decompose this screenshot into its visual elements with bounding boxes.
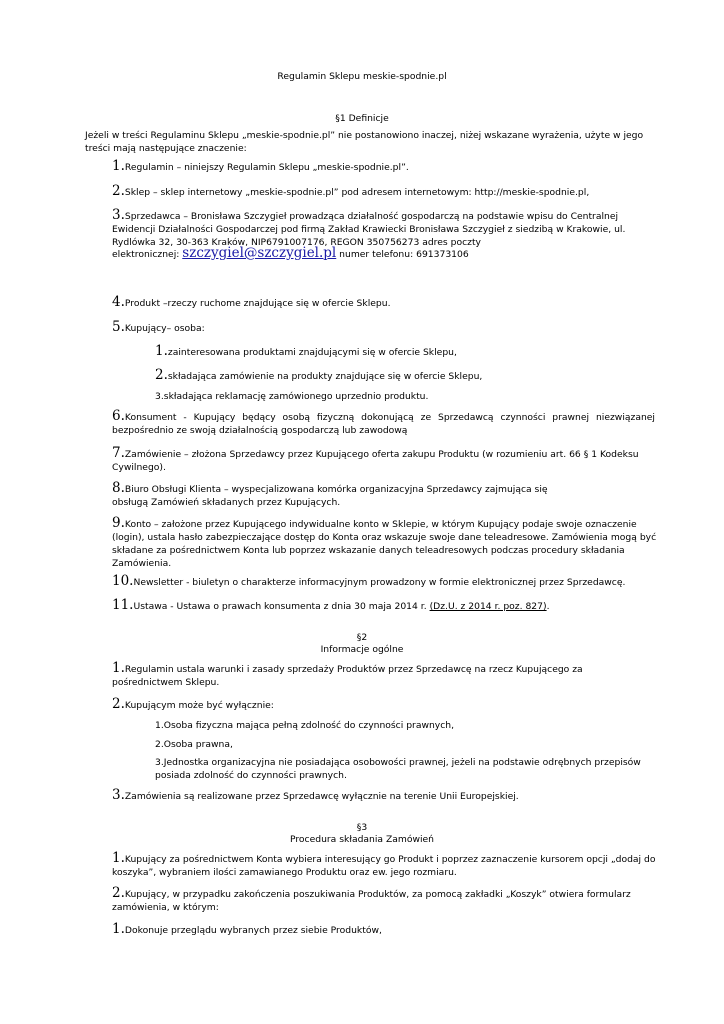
definition-11 (112, 599, 658, 613)
point-text: Kupującym może być wyłącznie: (124, 700, 274, 711)
definition-1-number: 1. (112, 158, 125, 174)
sub-text: zainteresowana produktami znajdującymi się w ofercie Sklepu, (167, 347, 457, 358)
point-number: 1. (112, 660, 125, 676)
section-1-intro: Jeżeli w treści Regulaminu Sklepu „meskie-spodnie.pl” nie postanowiono inaczej, niżej wskazane wyrażenia, użyte w jego treści mają następujące znaczenie: (85, 130, 644, 154)
point-number: 2. (112, 696, 125, 712)
definition-2-number: 2. (112, 183, 125, 199)
section-2-heading: §2 (356, 632, 368, 643)
point-text: Kupujący, w przypadku zakończenia poszukiwania Produktów, za pomocą zakładki „Koszyk” otwiera formularz zamówienia, w którym: (112, 889, 631, 913)
sub-text: składająca zamówienie na produkty znajdujące się w ofercie Sklepu, (167, 371, 483, 382)
section-3-point-2 (112, 887, 657, 914)
section-2-sub-2: 2.Osoba prawna, (155, 739, 233, 750)
definition-4 (112, 296, 652, 310)
definition-9-text: Konto – założone przez Kupującego indywidualne konto w Sklepie, w którym Kupujący podaje swoje oznaczenie (login), ustala hasło zabezpieczające dostęp do Konta oraz wskazuje swoje dane teleadresowe. Zamówienia mogą być składane za pośrednictwem Konta lub poprzez wskazanie danych teleadresowych podczas procedury składania Zamówienia. (112, 519, 657, 569)
definition-7 (112, 447, 652, 474)
definition-6 (112, 410, 655, 437)
definition-3-number: 3. (112, 207, 125, 223)
definition-6-text: Konsument - Kupujący będący osobą fizyczną dokonującą ze Sprzedawcą czynności prawnej niezwiązanej bezpośrednio ze swoją działalnością gospodarczą lub zawodową (112, 412, 655, 436)
sub-number: 2. (155, 367, 168, 383)
point-text: Dokonuje przeglądu wybranych przez siebie Produktów, (124, 925, 382, 936)
definition-8 (112, 482, 562, 509)
section-1-heading: §1 Definicje (335, 113, 389, 124)
definition-10-text: Newsletter - biuletyn o charakterze informacyjnym prowadzony w formie elektronicznej przez Sprzedawcę. (133, 577, 626, 588)
definition-5-sub-2 (155, 369, 655, 383)
definition-3-contact (112, 247, 642, 261)
definition-1-text: Regulamin – niniejszy Regulamin Sklepu „meskie-spodnie.pl”. (124, 162, 409, 173)
definition-9-number: 9. (112, 515, 125, 531)
definition-4-number: 4. (112, 294, 125, 310)
document-title: Regulamin Sklepu meskie-spodnie.pl (277, 71, 447, 82)
section-2-point-3 (112, 789, 652, 803)
definition-5-sub-3 (155, 390, 655, 403)
definition-6-number: 6. (112, 408, 125, 424)
point-number: 3. (112, 787, 125, 803)
definition-11-tail: . (546, 601, 550, 612)
section-2-sub-1: 1.Osoba fizyczna mająca pełną zdolność do czynności prawnych, (155, 720, 455, 731)
definition-2 (112, 185, 652, 199)
point-text: Regulamin ustala warunki i zasady sprzedaży Produktów przez Sprzedawcę na rzecz Kupującego za pośrednictwem Sklepu. (112, 664, 583, 688)
definition-7-text: Zamówienie – złożona Sprzedawcy przez Kupującego oferta zakupu Produktu (w rozumieniu art. 66 § 1 Kodeksu Cywilnego). (112, 449, 639, 473)
definition-1 (112, 160, 652, 174)
section-3-point-1 (112, 852, 657, 879)
definition-10 (112, 575, 658, 589)
section-3-subheading: Procedura składania Zamówień (289, 834, 435, 845)
definition-3 (112, 209, 642, 249)
definition-5 (112, 321, 652, 335)
sub-number: 1. (155, 343, 168, 359)
email-link[interactable]: szczygiel@szczygiel.pl (182, 245, 337, 261)
section-2-subheading: Informacje ogólne (320, 644, 404, 655)
sub-number: 3. (155, 391, 164, 402)
law-reference-link[interactable]: (Dz.U. z 2014 r. poz. 827) (429, 601, 547, 612)
definition-5-number: 5. (112, 319, 125, 335)
point-text: Kupujący za pośrednictwem Konta wybiera interesujący go Produkt i poprzez zaznaczenie kursorem opcji „dodaj do koszyka”, wybraniem ilości zamawianego Produktu oraz ew. jego rozmiaru. (112, 854, 656, 878)
point-text: Zamówienia są realizowane przez Sprzedawcę wyłącznie na terenie Unii Europejskiej. (124, 791, 519, 802)
section-2-point-1 (112, 662, 612, 689)
definition-2-text: Sklep – sklep internetowy „meskie-spodnie.pl” pod adresem internetowym: http://meskie-spodnie.pl, (124, 187, 590, 198)
definition-10-number: 10. (112, 573, 134, 589)
email-prefix: elektronicznej: (112, 249, 180, 260)
definition-7-number: 7. (112, 445, 125, 461)
section-3-point-3 (112, 923, 657, 937)
definition-4-text: Produkt –rzeczy ruchome znajdujące się w ofercie Sklepu. (124, 298, 391, 309)
definition-9 (112, 517, 658, 570)
definition-3-text: Sprzedawca – Bronisława Szczygieł prowadząca działalność gospodarczą na podstawie wpisu do Centralnej Ewidencji Działalności Gospodarczej pod firmą Zakład Krawiecki Bronisława Szczygieł z siedzibą w Krakowie, ul. Rydlówka 32, 30-363 Kraków, NIP6791007176, REGON 350756273 adres poczty (112, 211, 626, 248)
definition-5-text: Kupujący– osoba: (124, 323, 205, 334)
section-2-point-2 (112, 698, 652, 712)
point-number: 1. (112, 921, 125, 937)
point-number: 1. (112, 850, 125, 866)
phone-number: numer telefonu: 691373106 (339, 249, 469, 260)
definition-11-text: Ustawa - Ustawa o prawach konsumenta z dnia 30 maja 2014 r. (133, 601, 430, 612)
point-number: 2. (112, 885, 125, 901)
definition-8-number: 8. (112, 480, 125, 496)
definition-8-text: Biuro Obsługi Klienta – wyspecjalizowana komórka organizacyjna Sprzedawcy zajmująca się obsługą Zamówień składanych przez Kupujących. (112, 484, 548, 508)
section-3-heading: §3 (356, 822, 368, 833)
definition-11-number: 11. (112, 597, 134, 613)
definition-5-sub-1 (155, 345, 655, 359)
section-2-sub-3: 3.Jednostka organizacyjna nie posiadająca osobowości prawnej, jeżeli na podstawie odrębnych przepisów posiada zdolność do czynności prawnych. (155, 757, 641, 781)
sub-text: składająca reklamację zamówionego uprzednio produktu. (163, 391, 429, 402)
